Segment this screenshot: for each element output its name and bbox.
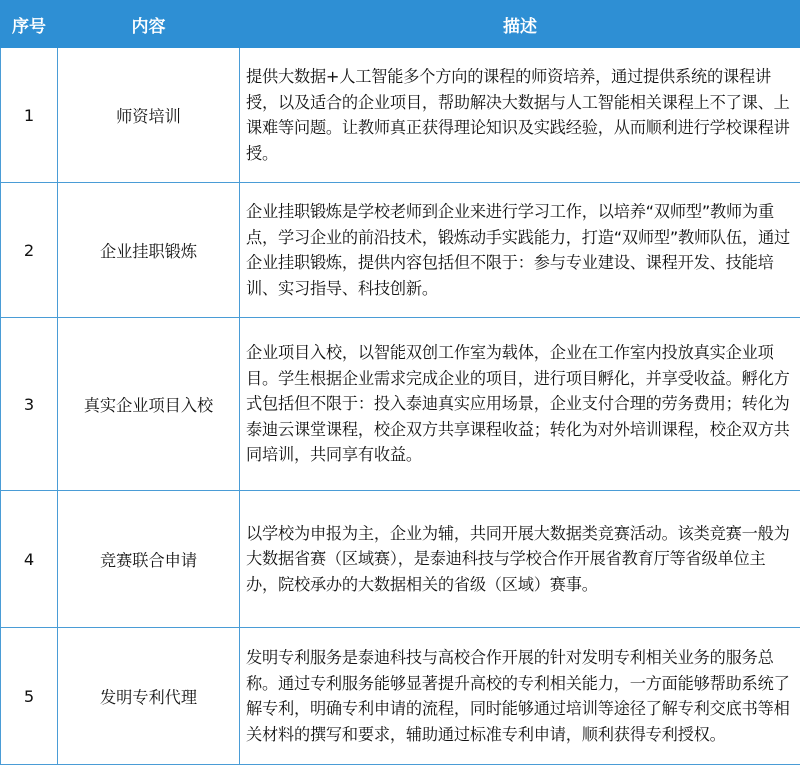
table-header	[1, 1, 800, 48]
row-description: 企业项目入校，以智能双创工作室为载体，企业在工作室内投放真实企业项目。学生根据企业需求完成企业的项目，进行项目孵化，并享受收益。孵化方式包括但不限于：投入泰迪真实应用场景，企业支付合理的劳务费用；转化为泰迪云课堂课程，校企双方共享课程收益；转化为对外培训课程，校企双方共同培训，共同享有收益。	[240, 318, 800, 491]
row-description: 企业挂职锻炼是学校老师到企业来进行学习工作，以培养“双师型”教师为重点，学习企业的前沿技术，锻炼动手实践能力，打造“双师型”教师队伍，通过企业挂职锻炼，提供内容包括但不限于：参与专业建设、课程开发、技能培训、实习指导、科技创新。	[240, 183, 800, 318]
table-row	[1, 183, 800, 318]
header-row	[1, 1, 800, 48]
row-content: 发明专利代理	[58, 628, 240, 765]
row-content: 师资培训	[58, 48, 240, 183]
row-content: 竞赛联合申请	[58, 491, 240, 628]
table-row	[1, 628, 800, 765]
row-index: 2	[1, 183, 58, 318]
row-index: 3	[1, 318, 58, 491]
table-row	[1, 491, 800, 628]
header-description: 描述	[240, 1, 800, 48]
header-index: 序号	[1, 1, 58, 48]
row-content: 企业挂职锻炼	[58, 183, 240, 318]
row-index: 5	[1, 628, 58, 765]
row-content: 真实企业项目入校	[58, 318, 240, 491]
header-content: 内容	[58, 1, 240, 48]
row-description: 发明专利服务是泰迪科技与高校合作开展的针对发明专利相关业务的服务总称。通过专利服务能够显著提升高校的专利相关能力，一方面能够帮助系统了解专利，明确专利申请的流程，同时能够通过培训等途径了解专利交底书等相关材料的撰写和要求，辅助通过标准专利申请，顺利获得专利授权。	[240, 628, 800, 765]
table-row	[1, 48, 800, 183]
row-index: 1	[1, 48, 58, 183]
row-description: 提供大数据+人工智能多个方向的课程的师资培养，通过提供系统的课程讲授，以及适合的企业项目，帮助解决大数据与人工智能相关课程上不了课、上课难等问题。让教师真正获得理论知识及实践经验，从而顺利进行学校课程讲授。	[240, 48, 800, 183]
row-index: 4	[1, 491, 58, 628]
table-row	[1, 318, 800, 491]
row-description: 以学校为申报为主，企业为辅，共同开展大数据类竞赛活动。该类竞赛一般为大数据省赛（区域赛），是泰迪科技与学校合作开展省教育厅等省级单位主办，院校承办的大数据相关的省级（区域）赛事。	[240, 491, 800, 628]
table-body	[1, 48, 800, 765]
